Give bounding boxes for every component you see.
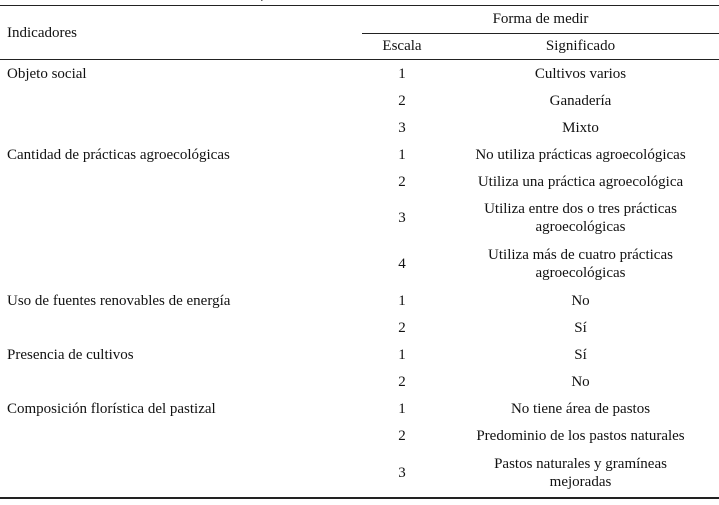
header-indicadores: Indicadores <box>0 6 362 60</box>
escala-cell: 2 <box>398 173 406 190</box>
table-row <box>0 341 719 368</box>
escala-cell: 1 <box>398 346 406 363</box>
indicador-cell: Uso de fuentes renovables de energía <box>7 293 231 309</box>
significado-cell: Mixto <box>562 119 599 136</box>
indicador-cell: Objeto social <box>7 66 87 82</box>
header-significado: Significado <box>442 33 719 60</box>
escala-cell: 2 <box>398 92 406 109</box>
significado-cell: Sí <box>574 346 587 363</box>
significado-cell: Utiliza una práctica agroecológica <box>477 173 684 190</box>
indicador-cell: Composición florística del pastizal <box>0 395 362 498</box>
significado-cell: Utiliza entre dos o tres prácticas agroecológicas <box>484 201 677 235</box>
escala-cell: 3 <box>398 119 406 136</box>
significado-cell: No tiene área de pastos <box>510 400 651 417</box>
escala-cell: 2 <box>398 373 406 390</box>
table-row <box>0 395 719 422</box>
caption-fragment <box>258 0 266 1</box>
significado-cell: Pastos naturales y gramíneas mejoradas <box>442 449 719 498</box>
escala-cell: 1 <box>398 65 406 82</box>
significado-cell: Ganadería <box>549 92 612 109</box>
significado-cell: No utiliza prácticas agroecológicas <box>475 146 686 163</box>
escala-cell: 1 <box>398 400 406 417</box>
header-forma-de-medir: Forma de medir <box>362 6 719 34</box>
header-escala: Escala <box>362 33 442 60</box>
indicators-table <box>0 5 719 499</box>
escala-cell: 4 <box>398 256 406 272</box>
table-row <box>0 287 719 314</box>
significado-cell: Utiliza más de cuatro prácticas agroecológicas <box>488 247 673 281</box>
significado-cell: No <box>571 373 590 390</box>
escala-cell: 3 <box>362 449 442 498</box>
significado-cell: Predominio de los pastos naturales <box>476 427 685 444</box>
indicador-cell: Presencia de cultivos <box>7 347 134 363</box>
significado-cell: Sí <box>574 319 587 336</box>
indicador-cell: Cantidad de prácticas agroecológicas <box>7 147 230 163</box>
significado-cell: No <box>571 292 590 309</box>
escala-cell: 2 <box>398 319 406 336</box>
escala-cell: 2 <box>398 427 406 444</box>
table-row <box>0 141 719 168</box>
escala-cell: 1 <box>398 146 406 163</box>
escala-cell: 3 <box>398 210 406 226</box>
significado-cell: Cultivos varios <box>534 65 627 82</box>
table-body <box>0 60 719 499</box>
escala-cell: 1 <box>398 292 406 309</box>
table-row <box>0 60 719 88</box>
